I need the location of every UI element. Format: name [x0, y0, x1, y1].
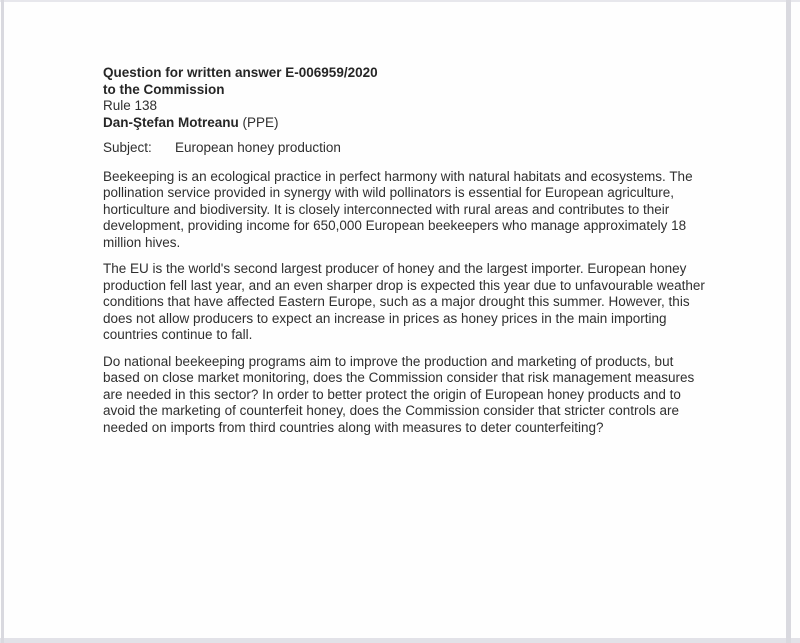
page-edge-right	[786, 0, 791, 643]
page-edge-left	[1, 0, 4, 643]
page-edge-bottom	[0, 638, 800, 643]
question-title-line1: Question for written answer E-006959/2020	[103, 65, 378, 80]
paragraph-eu-production: The EU is the world's second largest producer of honey and the largest importer. European honey production fell last year, and an even sharper drop is expected this year due to unfavourable weather conditions that have affected Eastern Europe, such as a major drought this summer. However, this does not allow producers to expect an increase in prices as honey prices in the main importing countries continue to fall.	[103, 261, 705, 342]
paragraph-beekeeping: Beekeeping is an ecological practice in perfect harmony with natural habitats and ecosystems. The pollination service provided in synergy with wild pollinators is essential for European agriculture, horticulture and biodiversity. It is closely interconnected with rural areas and contributes to their development, providing income for 650,000 European beekeepers who manage approximately 18 million hives.	[103, 168, 693, 250]
author-name: Dan-Ştefan Motreanu	[103, 114, 239, 130]
question-header	[103, 65, 713, 131]
question-title-line2: to the Commission	[103, 81, 225, 97]
subject-row	[103, 140, 713, 157]
author-group: (PPE)	[238, 114, 279, 130]
rule-number: Rule 138	[103, 98, 158, 113]
paragraph-question: Do national beekeeping programs aim to improve the production and marketing of products, but based on close market monitoring, does the Commission consider that risk management measures are needed in this sector? In order to better protect the origin of European honey products and to avoid the marketing of counterfeit honey, does the Commission consider that stricter controls are needed on imports from third countries along with measures to deter counterfeiting?	[103, 353, 695, 435]
page-edge-top	[0, 0, 800, 2]
subject-label: Subject:	[103, 140, 152, 155]
document-content	[103, 65, 713, 446]
subject-value: European honey production	[175, 140, 341, 155]
author-line	[103, 115, 713, 132]
